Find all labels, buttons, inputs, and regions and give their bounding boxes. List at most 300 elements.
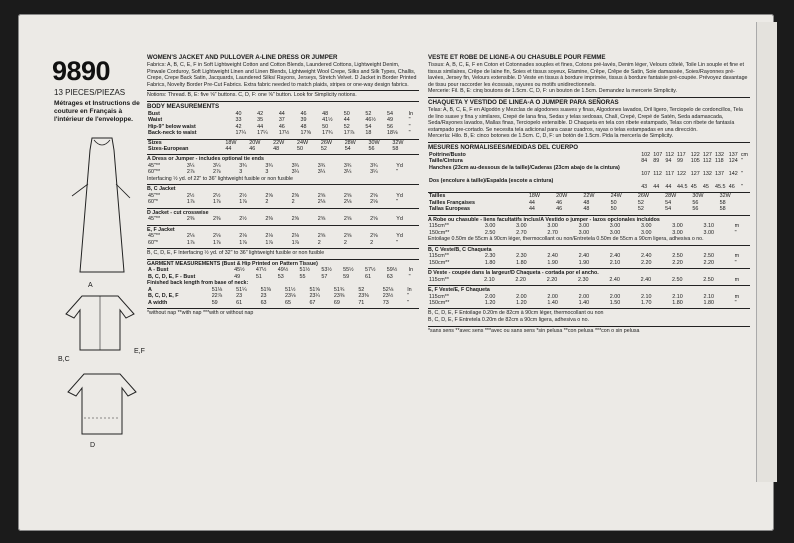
row-label: 60"**: [148, 169, 161, 176]
table-cell: 49½: [277, 267, 289, 274]
row-label: 45"**: [148, 216, 161, 223]
table-cell: 112: [665, 151, 674, 158]
table-cell: 51½: [285, 286, 296, 293]
robe-table: [428, 223, 750, 236]
jacket-ef-table: [147, 233, 419, 246]
view-bc-drawing: [60, 292, 140, 354]
table-cell: Yd: [396, 193, 403, 199]
table-cell: 2⅛: [317, 199, 326, 206]
table-cell: 22W: [273, 139, 285, 146]
table-cell: 55½: [343, 267, 354, 274]
row-label: Waist: [148, 117, 163, 124]
pattern-number: 9890: [52, 56, 111, 86]
table-cell: 3.00: [672, 223, 683, 230]
table-cell: 3.00: [641, 223, 652, 230]
table-cell: 67: [309, 299, 316, 306]
notions-text: Notions: Thread. B, E: five ⅝" buttons. C, D, F: one ⅝" button. Look for Simplicity notions.: [147, 90, 419, 99]
table-cell: 52: [358, 286, 365, 293]
table-cell: 40: [235, 110, 242, 117]
table-cell: 17¼: [257, 130, 268, 137]
table-cell: 57: [321, 273, 328, 280]
table-cell: 44: [653, 183, 660, 190]
table-cell: 2⅝: [370, 216, 378, 223]
table-cell: 1⅞: [186, 199, 195, 206]
table-cell: 107: [641, 171, 651, 178]
row-label: 115cm**: [429, 276, 449, 283]
row-label: Tailles Françaises: [429, 199, 476, 206]
english-column: [147, 54, 419, 317]
dress-a-heading: A Dress or Jumper - includes optional tie ends: [147, 154, 419, 163]
table-cell: 1.90: [578, 259, 590, 266]
table-cell: 2.70: [516, 229, 527, 236]
table-cell: 18: [365, 130, 372, 137]
table-cell: 47½: [255, 267, 267, 274]
finished-length-heading: Finished back length from base of neck:: [147, 280, 249, 287]
table-cell: 3.10: [703, 223, 714, 230]
french-spanish-column: [428, 54, 750, 334]
table-cell: 50: [343, 110, 350, 117]
table-cell: 51: [255, 273, 262, 280]
table-cell: 1.50: [609, 300, 621, 306]
table-cell: 3¾: [265, 163, 273, 169]
view-d-label: D: [90, 442, 96, 449]
jacket-interfacing: B, C, D, E, F Interfacing ½ yd. of 32" to 36" lightweight fusible or non fusible: [147, 248, 419, 257]
table-cell: 117: [665, 171, 674, 178]
table-cell: ": [408, 123, 411, 130]
table-cell: 48: [322, 110, 329, 117]
table-cell: 51¾: [333, 286, 345, 293]
table-cell: 112: [653, 171, 662, 178]
table-cell: 32W: [392, 139, 404, 146]
table-cell: In: [408, 267, 414, 274]
row-label: Sizes-European: [148, 146, 189, 152]
table-cell: 2.00: [516, 293, 527, 300]
table-cell: [746, 193, 750, 200]
table-cell: 56: [692, 206, 699, 213]
table-cell: ": [740, 171, 743, 178]
table-cell: 45: [690, 183, 697, 190]
body-measurements-heading: BODY MEASUREMENTS: [147, 101, 419, 111]
table-cell: 1.20: [516, 300, 527, 306]
table-cell: Yd: [396, 233, 403, 240]
table-cell: 58: [719, 199, 726, 206]
table-cell: 3.00: [609, 223, 621, 230]
row-label: B, C, D, E, F - Bust: [148, 273, 196, 280]
french-instructions-note: Métrages et Instructions de couture en Français à l'intérieur de l'enveloppe.: [54, 100, 140, 123]
table-cell: 2⅛: [213, 233, 221, 240]
table-cell: ": [734, 229, 737, 236]
table-cell: 46: [728, 183, 735, 190]
table-cell: [415, 146, 419, 152]
row-label: Tailles: [429, 193, 446, 200]
veste-bc-table: [428, 253, 750, 266]
jacket-bc-table: [147, 193, 419, 206]
table-cell: 48: [273, 146, 280, 152]
table-cell: 23: [260, 293, 267, 300]
table-cell: 17⅞: [343, 130, 355, 137]
table-cell: 142: [728, 171, 738, 178]
table-cell: 1.40: [578, 300, 590, 306]
row-label: A: [148, 286, 152, 293]
table-cell: 3.00: [578, 229, 590, 236]
row-label: Sizes: [148, 139, 162, 146]
mesures-heading: MESURES NORMALISEES/MEDIDAS DEL CUERPO: [428, 142, 750, 152]
table-cell: 52: [637, 199, 644, 206]
table-cell: 3¾: [370, 163, 378, 169]
table-cell: In: [407, 286, 412, 293]
table-cell: 73: [382, 299, 389, 306]
table-cell: 33: [235, 117, 242, 124]
table-cell: 2⅛: [265, 233, 273, 240]
veste-ef-heading: E, F Veste/E, F Chaqueta: [428, 285, 750, 294]
table-row: [428, 184, 750, 190]
row-label: 115cm**: [429, 293, 449, 300]
table-cell: 3¾: [291, 163, 300, 169]
table-cell: 112: [702, 158, 712, 165]
table-cell: 51½: [299, 267, 311, 274]
table-cell: 45½: [234, 267, 245, 274]
tailles-table: [428, 192, 750, 212]
table-cell: 2.40: [641, 253, 652, 260]
table-cell: 30W: [692, 193, 704, 200]
table-cell: 2⅝: [317, 233, 326, 240]
row-label: 60"*: [148, 199, 159, 206]
table-cell: 118: [714, 158, 724, 165]
table-cell: 2.30: [484, 253, 496, 260]
table-cell: 1.70: [641, 300, 652, 306]
table-cell: 46½: [365, 117, 376, 124]
table-cell: 127: [702, 151, 712, 158]
table-cell: 2.10: [703, 293, 714, 300]
entoilage-text: Entoilage 0.50m de 55cm à 90cm léger, thermocollant ou non/Entretela 0.50m de 55cm a 90cm ligera, adhesiva o no.: [428, 236, 704, 242]
table-cell: 2⅝: [317, 216, 326, 223]
table-cell: 1.80: [516, 259, 527, 266]
table-cell: 51⅛: [211, 286, 223, 293]
robe-heading: A Robe ou chasuble - liens facultatifs inclus/A Vestido o jumper - lazos opcionales incluidos: [428, 215, 750, 224]
table-cell: 53: [277, 273, 284, 280]
row-label: [428, 184, 640, 190]
tissus-text: Tissus: A, B, C, E, F en Coton et Cotonnades souples et fines, Cotons pré-lavés, Denim léger, Velours côtelé, Toile Lin souple et fine et tissus similaires, Crêpe de laine fin, Soies et tissus soyeux, Etamine, Crêpe, Crêpe de Satin, Soie damassée, Soies/Rayonnes pré-lavées, Jersey fin, Velours extensible. D Veste en tissus à bordure imprimée, tissus à bordure fantaisie pré-coupée. Prévoyez davantage de tissu pour raccorder les écossais, rayures ou motifs unidirectionnels.: [428, 62, 748, 88]
sizes-table: [147, 139, 419, 153]
table-cell: 54: [665, 206, 672, 213]
table-cell: 2⅝: [265, 193, 273, 199]
table-cell: 1⅞: [291, 239, 300, 246]
table-cell: 132: [714, 151, 724, 158]
table-cell: 2⅝: [317, 193, 326, 199]
table-cell: ": [396, 169, 399, 176]
table-cell: 54: [387, 110, 394, 117]
table-cell: ": [408, 117, 411, 124]
table-cell: 46: [300, 110, 307, 117]
table-cell: 50: [322, 123, 329, 130]
table-cell: ": [740, 158, 743, 165]
table-cell: m: [734, 223, 740, 230]
table-cell: 23⅜: [333, 293, 345, 300]
table-cell: 48: [300, 123, 307, 130]
table-row: [147, 139, 419, 146]
table-cell: 24W: [296, 139, 309, 146]
table-cell: 3.00: [578, 223, 590, 230]
table-cell: 2⅞: [213, 169, 221, 176]
view-a-drawing: [62, 136, 142, 276]
table-cell: 26W: [637, 193, 649, 200]
table-cell: 2: [370, 239, 374, 246]
table-cell: 2⅞: [186, 169, 195, 176]
table-cell: 2.00: [578, 293, 590, 300]
table-cell: 1.80: [484, 259, 496, 266]
table-cell: 51¼: [236, 286, 247, 293]
row-label: 45"**: [148, 193, 161, 199]
row-label: Taille/Cintura: [429, 158, 463, 165]
table-cell: ": [407, 293, 410, 300]
mercerie-text: Mercerie: Fil. B, E: cinq boutons de 1.5cm. C, D, F: un bouton de 1.5cm. Demandez la mercerie Simplicity.: [428, 88, 677, 95]
table-cell: 3¾: [317, 163, 326, 169]
table-cell: m: [734, 276, 740, 283]
table-cell: 56: [387, 123, 394, 130]
table-cell: 2.00: [484, 293, 496, 300]
table-cell: 2: [317, 239, 321, 246]
mesures-table: [428, 152, 750, 190]
table-cell: 122: [677, 171, 687, 178]
table-cell: 105: [690, 158, 700, 165]
row-label: 115cm**: [429, 223, 449, 230]
table-cell: 2.40: [609, 276, 620, 283]
garment-heading: GARMENT MEASUREMENTS (Bust & Hip Printed on Pattern Tissue): [147, 259, 419, 268]
table-row: [428, 277, 750, 283]
table-cell: 94: [665, 158, 672, 165]
english-title: WOMEN'S JACKET AND PULLOVER A-LINE DRESS OR JUMPER: [147, 54, 338, 61]
table-cell: 2.40: [547, 253, 558, 260]
table-cell: 44: [528, 206, 535, 213]
table-cell: ": [734, 259, 737, 266]
table-cell: 1⅞: [239, 239, 247, 246]
table-cell: 1⅞: [213, 199, 221, 206]
table-cell: 35: [257, 117, 264, 124]
table-cell: 3.00: [703, 229, 714, 236]
table-cell: 2.00: [547, 293, 558, 300]
veste-d-table: [428, 277, 750, 283]
table-row: [428, 260, 750, 266]
table-cell: 117: [677, 151, 686, 158]
table-cell: 44: [278, 110, 285, 117]
table-cell: [415, 139, 419, 146]
table-cell: 48: [583, 199, 590, 206]
table-cell: 102: [641, 151, 651, 158]
table-cell: 44: [257, 123, 264, 130]
table-cell: 122: [690, 151, 700, 158]
veste-d-heading: D Veste - coupée dans la largeur/D Chaqueta - cortada por el ancho.: [428, 268, 750, 277]
table-cell: 20W: [249, 139, 261, 146]
body-measurements-table: [147, 111, 419, 137]
table-cell: 44.5: [677, 183, 688, 190]
table-cell: 3¼: [317, 169, 326, 176]
table-cell: 17¾: [322, 130, 333, 137]
table-cell: cm: [740, 151, 748, 158]
view-a-label: A: [88, 282, 93, 289]
english-footnote: *without nap **with nap ***with or without nap: [147, 308, 419, 317]
table-cell: 17⅝: [300, 130, 311, 137]
table-cell: 59: [343, 273, 350, 280]
table-cell: 2.50: [484, 229, 496, 236]
table-cell: m: [734, 293, 740, 300]
table-cell: 2½: [213, 193, 221, 199]
table-cell: 124: [728, 158, 738, 165]
table-cell: 55: [299, 273, 306, 280]
table-cell: 2.10: [609, 259, 621, 266]
table-cell: 30W: [368, 139, 380, 146]
table-cell: 132: [702, 171, 712, 178]
table-cell: 56: [692, 199, 699, 206]
table-cell: 49: [234, 273, 241, 280]
table-cell: 2.10: [641, 293, 652, 300]
table-cell: 42: [235, 123, 242, 130]
table-cell: 52: [343, 123, 350, 130]
table-row: [147, 130, 419, 136]
table-cell: 107: [653, 151, 663, 158]
row-label: Tallas Europeas: [429, 206, 470, 213]
row-label: Hip-9" below waist: [148, 123, 196, 130]
table-cell: 1⅞: [239, 199, 247, 206]
table-cell: 3¾: [239, 163, 247, 169]
table-cell: 2: [291, 199, 295, 206]
table-row: [428, 193, 750, 200]
table-cell: 61: [364, 273, 371, 280]
table-cell: 137: [728, 151, 738, 158]
table-cell: 59½: [386, 267, 398, 274]
table-cell: 54: [665, 199, 672, 206]
table-cell: 45: [702, 183, 709, 190]
table-cell: m: [734, 253, 740, 260]
table-cell: 53½: [321, 267, 332, 274]
row-label: Bust: [148, 110, 160, 117]
table-cell: 89: [653, 158, 660, 165]
table-cell: ": [396, 199, 399, 206]
table-cell: 46: [556, 199, 563, 206]
jacket-d-table: [147, 216, 419, 222]
table-cell: 2.20: [515, 276, 526, 283]
table-cell: 2⅛: [343, 199, 352, 206]
view-bc-label: B,C: [58, 356, 70, 363]
envelope-flap: [756, 22, 777, 482]
table-cell: 22⅞: [211, 293, 223, 300]
table-cell: 2.10: [672, 293, 683, 300]
table-cell: 52: [320, 146, 327, 152]
table-cell: 26W: [320, 139, 332, 146]
table-cell: 56: [368, 146, 375, 152]
table-cell: 2⅛: [370, 199, 378, 206]
table-cell: Yd: [396, 216, 403, 223]
table-cell: 46: [278, 123, 285, 130]
table-row: [147, 146, 419, 152]
table-cell: 54: [344, 146, 351, 152]
table-cell: 2.20: [703, 259, 714, 266]
table-cell: 23: [236, 293, 243, 300]
row-label: A - Bust: [148, 267, 169, 274]
table-cell: 2½: [239, 216, 247, 223]
table-cell: 2.20: [672, 259, 683, 266]
table-cell: 2.30: [516, 253, 527, 260]
table-cell: 2.70: [547, 229, 558, 236]
table-cell: 46: [556, 206, 563, 213]
table-cell: 2⅜: [186, 216, 195, 223]
row-label: A width: [148, 299, 168, 306]
table-cell: 63: [260, 299, 267, 306]
row-label: Back-neck to waist: [148, 130, 197, 137]
table-cell: 2⅜: [213, 216, 221, 223]
table-cell: 2.40: [609, 253, 621, 260]
table-cell: 3.00: [484, 223, 496, 230]
table-cell: 44: [225, 146, 232, 152]
table-cell: 57½: [364, 267, 376, 274]
table-cell: 51⅜: [260, 286, 272, 293]
table-cell: 84: [641, 158, 648, 165]
jacket-bc-heading: B, C Jacket: [147, 184, 419, 193]
table-row: [428, 300, 750, 306]
table-cell: 2⅛: [291, 233, 300, 240]
table-cell: 2.30: [578, 276, 589, 283]
table-cell: 2: [265, 199, 269, 206]
view-ef-label: E,F: [134, 348, 145, 355]
table-cell: 2.40: [640, 276, 652, 283]
table-cell: 1.80: [672, 300, 683, 306]
table-cell: 2.50: [671, 276, 683, 283]
table-cell: 2.20: [641, 259, 652, 266]
table-cell: 20W: [556, 193, 568, 200]
table-cell: ": [407, 299, 410, 306]
table-cell: 3.00: [641, 229, 652, 236]
table-cell: 50: [296, 146, 303, 152]
table-cell: 2⅝: [343, 216, 352, 223]
table-cell: 3.00: [547, 223, 558, 230]
dress-a-interfacing: Interfacing ½ yd. of 22" to 36" lightweight fusible or non fusible: [147, 175, 293, 182]
pieces-count: 13 PIECES/PIEZAS: [54, 88, 126, 97]
table-cell: 3¼: [186, 163, 195, 169]
veste-bc-heading: B, C Veste/B, C Chaqueta: [428, 245, 750, 254]
table-cell: 2⅝: [291, 193, 300, 199]
row-label: B, C, D, E, F: [148, 293, 179, 300]
finished-length-table: [147, 287, 419, 306]
table-cell: 28W: [344, 139, 356, 146]
table-cell: Yd: [396, 163, 403, 169]
table-cell: 3¾: [343, 163, 352, 169]
table-cell: 48: [583, 206, 590, 213]
table-cell: 2⅝: [343, 233, 352, 240]
table-cell: 127: [690, 171, 700, 178]
table-cell: ": [740, 183, 743, 190]
table-cell: 50: [610, 206, 617, 213]
table-cell: 18⅛: [387, 130, 398, 137]
table-row: [147, 199, 419, 205]
table-cell: 1.90: [547, 259, 558, 266]
table-cell: 99: [677, 158, 684, 165]
table-cell: 2.20: [546, 276, 558, 283]
table-cell: 2⅜: [265, 216, 273, 223]
table-cell: ": [734, 300, 737, 306]
row-label: Hanches (23cm au-dessous de la taille)/Caderas (23cm abajo de la cintura): [429, 164, 620, 171]
table-cell: 37: [278, 117, 285, 124]
table-cell: 61: [236, 299, 243, 306]
jacket-ef-heading: E, F Jacket: [147, 225, 419, 234]
table-cell: 52⅛: [382, 286, 394, 293]
table-cell: 1⅞: [265, 239, 273, 246]
table-row: [147, 216, 419, 222]
table-cell: 3.00: [609, 229, 621, 236]
table-cell: 39: [300, 117, 307, 124]
table-cell: 2⅛: [239, 233, 247, 240]
table-cell: 2½: [186, 193, 195, 199]
table-cell: 2⅝: [370, 233, 378, 240]
table-cell: 23½: [382, 293, 394, 300]
